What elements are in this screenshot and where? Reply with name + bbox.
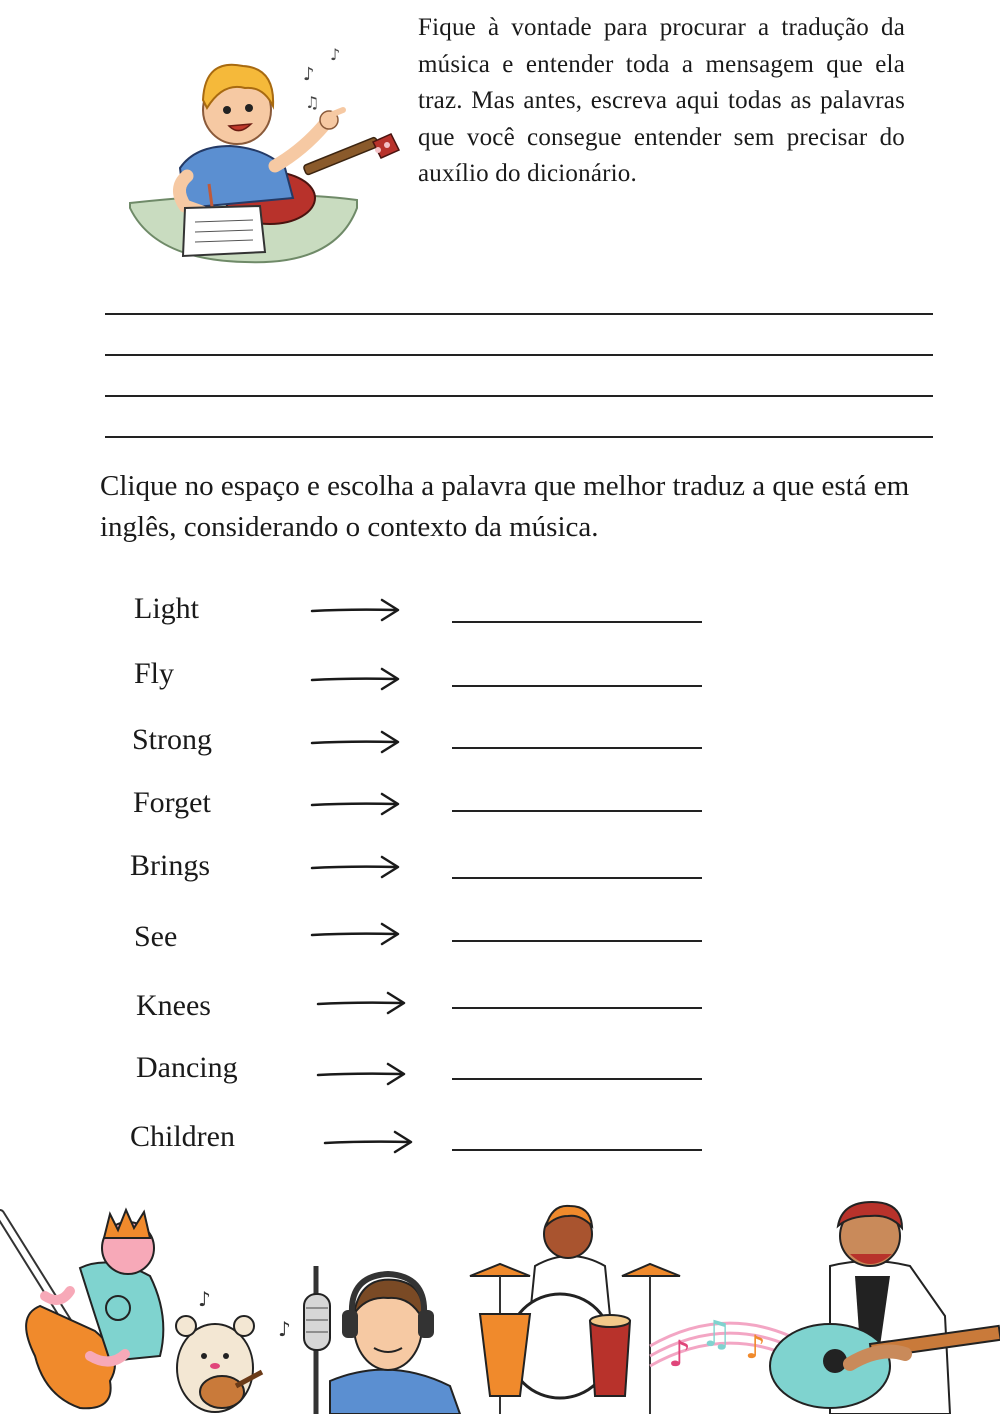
long-right-arrow-icon <box>310 666 402 692</box>
vocab-word-light: Light <box>134 592 199 625</box>
vocab-word-dancing: Dancing <box>136 1051 238 1084</box>
writing-line-2[interactable] <box>105 354 933 356</box>
vocab-word-knees: Knees <box>136 989 211 1022</box>
music-note-icon: ♪ <box>668 1334 691 1375</box>
long-right-arrow-icon <box>323 1129 415 1155</box>
answer-blank-dancing[interactable] <box>452 1078 702 1080</box>
answer-blank-brings[interactable] <box>452 877 702 879</box>
writing-line-3[interactable] <box>105 395 933 397</box>
answer-blank-strong[interactable] <box>452 747 702 749</box>
music-note-icon: ♫ <box>700 1314 733 1355</box>
vocab-word-fly: Fly <box>134 657 175 690</box>
vocab-word-see: See <box>134 920 178 953</box>
guitarist-right-figure <box>770 1202 1000 1414</box>
music-note-icon: ♪ <box>278 1317 291 1341</box>
svg-text:♫: ♫ <box>305 93 320 112</box>
answer-blank-knees[interactable] <box>452 1007 702 1009</box>
long-right-arrow-icon <box>310 597 402 623</box>
answer-blank-fly[interactable] <box>452 685 702 687</box>
music-note-icon: ♪ <box>745 1328 766 1366</box>
long-right-arrow-icon <box>310 921 402 947</box>
drummer-figure <box>470 1206 680 1414</box>
long-right-arrow-icon <box>310 729 402 755</box>
music-note-icon <box>303 45 340 112</box>
writing-line-4[interactable] <box>105 436 933 438</box>
vocab-word-strong: Strong <box>132 723 213 756</box>
svg-text:♪: ♪ <box>330 45 341 64</box>
guitarist-left-figure <box>0 1210 163 1408</box>
answer-blank-forget[interactable] <box>452 810 702 812</box>
bear-ukulele-figure <box>176 1287 291 1412</box>
boy-writing-music-illustration <box>125 38 405 266</box>
instruction-text: Clique no espaço e escolha a palavra que melhor traduz a que está em inglês, considerando o contexto da música. <box>100 470 910 543</box>
music-note-icon: ♪ <box>198 1287 211 1311</box>
writing-line-1[interactable] <box>105 313 933 315</box>
svg-text:♪: ♪ <box>303 64 315 85</box>
singer-headphones-figure <box>304 1266 460 1414</box>
answer-blank-children[interactable] <box>452 1149 702 1151</box>
answer-blank-light[interactable] <box>452 621 702 623</box>
intro-paragraph: Fique à vontade para procurar a tradução da música e entender toda a mensagem que ela traz. Mas antes, escreva aqui todas as palavras que você consegue entender sem precisar do auxílio do dicionário. <box>418 14 905 187</box>
answer-blank-see[interactable] <box>452 940 702 942</box>
long-right-arrow-icon <box>310 791 402 817</box>
long-right-arrow-icon <box>310 854 402 880</box>
vocab-word-forget: Forget <box>133 786 211 819</box>
long-right-arrow-icon <box>316 990 408 1016</box>
vocab-word-brings: Brings <box>130 849 211 882</box>
long-right-arrow-icon <box>316 1061 408 1087</box>
musicians-illustration <box>0 1196 1000 1414</box>
vocab-word-children: Children <box>130 1120 235 1153</box>
